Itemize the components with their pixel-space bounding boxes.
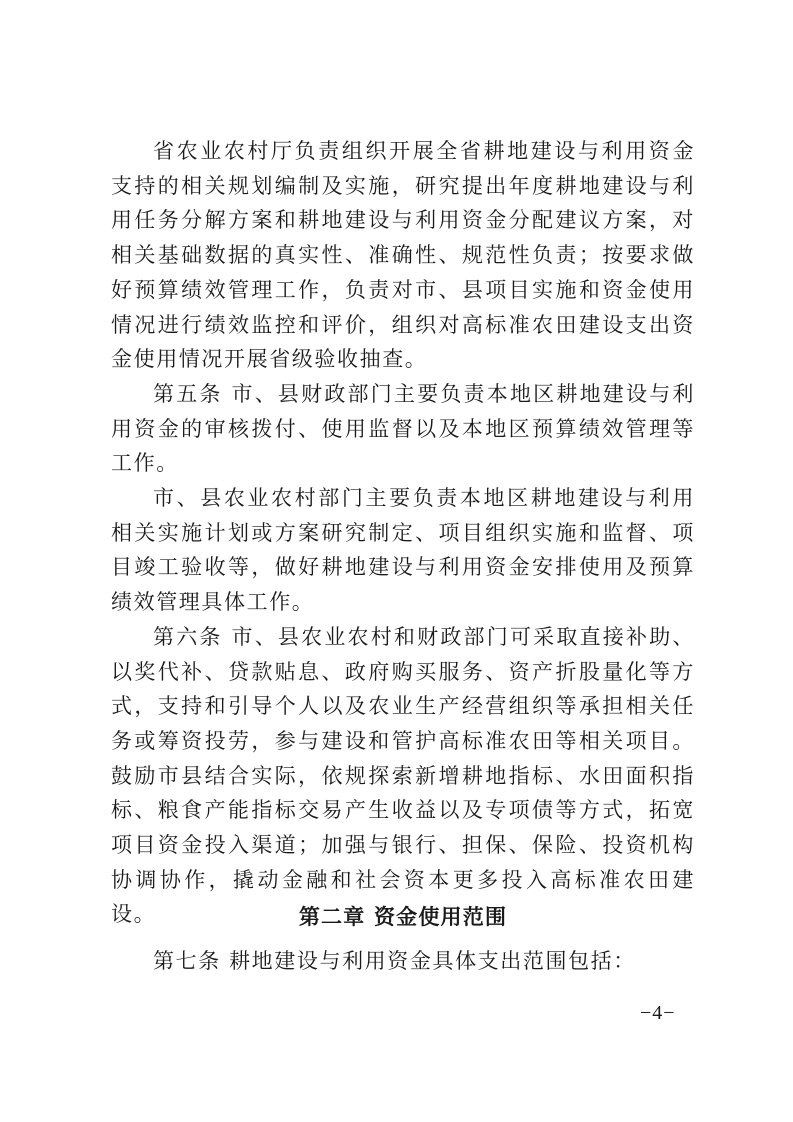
paragraph-article-6: 第六条 市、县农业农村和财政部门可采取直接补助、以奖代补、贷款贴息、政府购买服务、资产折股量化等方式，支持和引导个人以及农业生产经营组织等承担相关任务或筹资投劳，参与建设和管护高标准农田等相关项目。鼓励市县结合实际，依规探索新增耕地指标、水田面积指标、粮食产能指标交易产生收益以及专项债等方式，拓宽项目资金投入渠道；加强与银行、担保、保险、投资机构协调协作，撬动金融和社会资本更多投入高标准农田建设。 (111, 624, 695, 927)
paragraph-county-agriculture: 市、县农业农村部门主要负责本地区耕地建设与利用相关实施计划或方案研究制定、项目组织实施和监督、项目竣工验收等，做好耕地建设与利用资金安排使用及预算绩效管理具体工作。 (111, 486, 695, 615)
paragraph-article-7: 第七条 耕地建设与利用资金具体支出范围包括： (153, 949, 636, 973)
paragraph-article-5: 第五条 市、县财政部门主要负责本地区耕地建设与利用资金的审核拨付、使用监督以及本地区预算绩效管理等工作。 (111, 381, 695, 476)
paragraph-provincial-department: 省农业农村厅负责组织开展全省耕地建设与利用资金支持的相关规划编制及实施，研究提出年度耕地建设与利用任务分解方案和耕地建设与利用资金分配建议方案，对相关基础数据的真实性、准确性、规范性负责；按要求做好预算绩效管理工作，负责对市、县项目实施和资金使用情况进行绩效监控和评价，组织对高标准农田建设支出资金使用情况开展省级验收抽查。 (111, 139, 695, 372)
page-number: −4− (640, 1002, 676, 1024)
body-text (111, 134, 695, 932)
chapter-heading: 第二章 资金使用范围 (298, 905, 508, 929)
